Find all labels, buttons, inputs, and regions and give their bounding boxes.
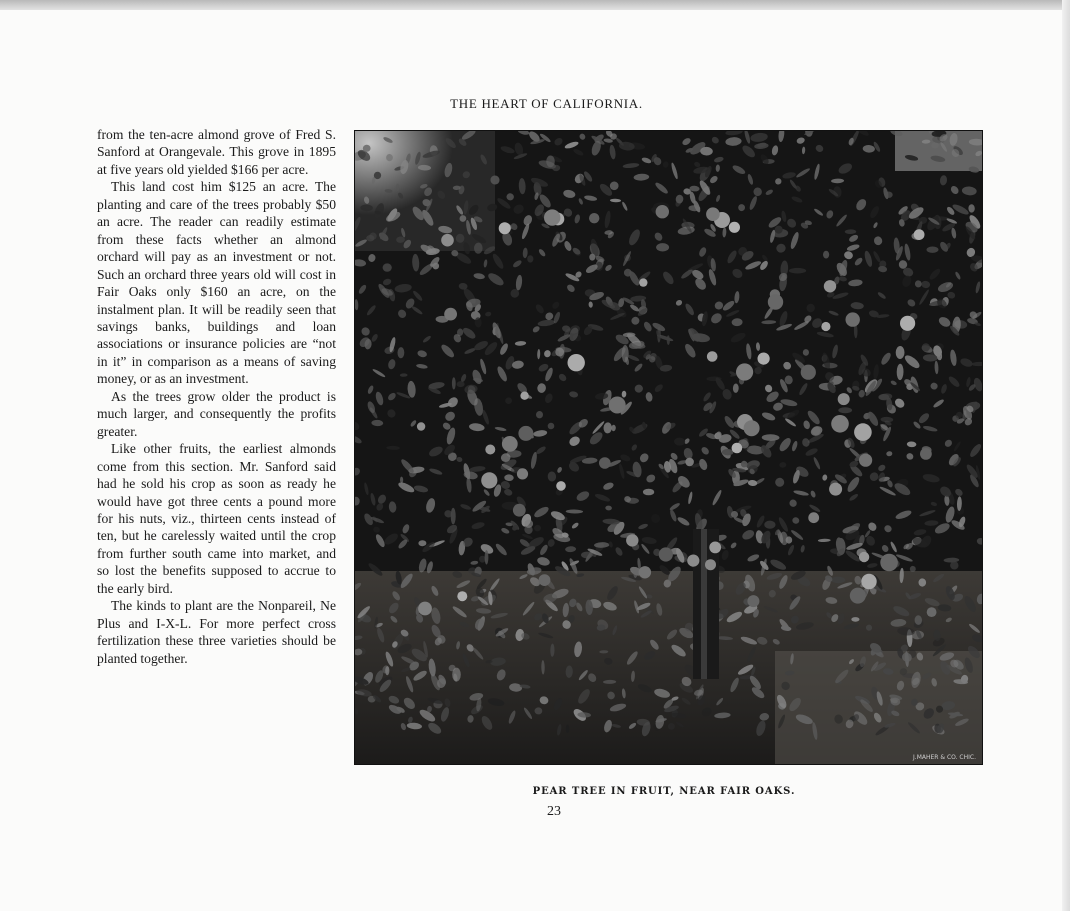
body-text-column	[97, 126, 336, 667]
running-head: THE HEART OF CALIFORNIA.	[450, 96, 643, 111]
paragraph-4: Like other fruits, the earliest almonds come from this section. Mr. Sanford said had he sold his crop as soon as ready he would have got three cents a pound more for his nuts, viz., thirteen cents instead of ten, but he carelessly waited until the crop from further south came into market, and so lost the benefits supposed to accrue to the early bird.	[97, 441, 336, 596]
paragraph-3: As the trees grow older the product is much larger, and consequently the profits greater.	[97, 388, 336, 439]
engraver-credit: J.MAHER & CO. CHIC.	[913, 754, 976, 761]
photo-caption: PEAR TREE IN FRUIT, NEAR FAIR OAKS.	[532, 786, 796, 797]
paragraph-1: from the ten-acre almond grove of Fred S. Sanford at Orangevale. This grove in 1895 at five years old yielded $166 per acre.	[97, 127, 336, 177]
pear-tree-photograph	[354, 130, 983, 765]
paragraph-2: This land cost him $125 an acre. The planting and care of the trees probably $50 an acre. The reader can readily estimate from these facts whether an almond orchard will pay as an investment or not. Such an orchard three years old will cost in Fair Oaks only $160 an acre, on the instalment plan. It will be readily seen that savings banks, buildings and loan associations or insurance policies are “not in it” in comparison as a means of saving money, or as an investment.	[97, 179, 336, 387]
scan-edge-right	[1062, 0, 1070, 911]
paragraph-5: The kinds to plant are the Nonpareil, Ne Plus and I-X-L. For more perfect cross fertilization these three varieties should be planted together.	[97, 598, 336, 666]
photo-illustration	[355, 131, 982, 764]
scan-edge-top	[0, 0, 1070, 10]
page-number: 23	[547, 804, 561, 819]
